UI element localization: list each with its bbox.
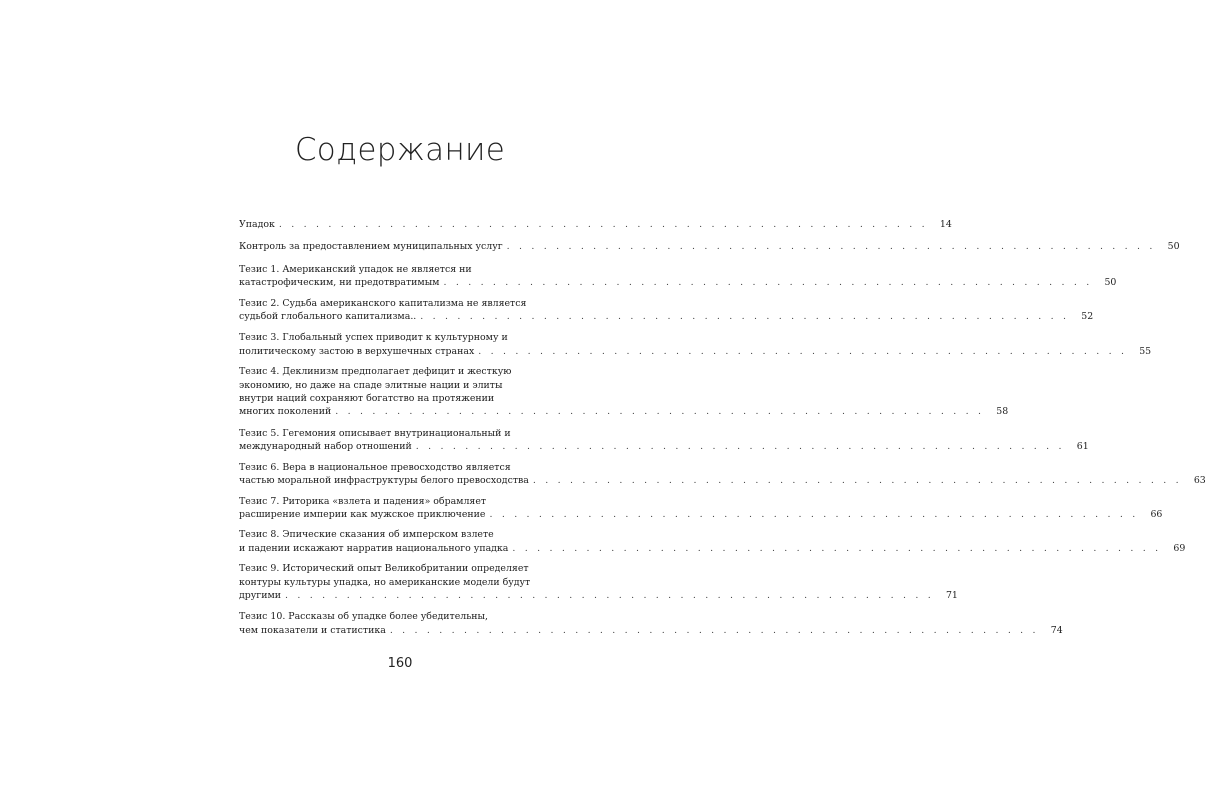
toc-entry[interactable] — [239, 610, 1063, 637]
toc-entry-text: судьбой глобального капитализма.. — [239, 311, 417, 323]
toc-entry-line — [239, 461, 562, 474]
toc-entry-text: Тезис 10. Рассказы об упадке более убедительны, — [239, 611, 489, 623]
toc-entry-line — [239, 379, 562, 392]
toc-entry-line — [239, 542, 1186, 555]
table-of-contents — [239, 210, 1206, 637]
page-title: Содержание — [294, 132, 506, 168]
toc-entry-text: Тезис 4. Деклинизм предполагает дефицит и жесткую — [239, 366, 512, 378]
toc-entry-text: и падении искажают нарратив национального упадка — [239, 542, 509, 554]
toc-entry-text: катастрофическим, ни предотвратимым — [239, 277, 440, 289]
dot-leader: . . . . . . . . . . . . . . . . . . . . . . . . . . . . . . . . . . . . . . . . . . . . . . . . . . . . . — [506, 241, 1156, 253]
toc-entry-line — [239, 263, 562, 276]
toc-entry-text: Тезис 8. Эпические сказания об имперском взлете — [239, 529, 494, 541]
toc-entry-line — [239, 392, 562, 405]
toc-entry-text: другими — [239, 589, 281, 601]
toc-entry-line — [239, 297, 562, 310]
toc-page-number: 50 — [1167, 241, 1180, 253]
toc-entry-line — [239, 610, 562, 623]
toc-page-number: 71 — [945, 589, 958, 601]
dot-leader: . . . . . . . . . . . . . . . . . . . . . . . . . . . . . . . . . . . . . . . . . . . . . . . . . . . . . — [512, 542, 1162, 554]
toc-entry-line — [239, 310, 1094, 323]
page-number: 160 — [387, 656, 413, 671]
toc-entry-text: чем показатели и статистика — [239, 624, 386, 636]
toc-entry-text: расширение империи как мужское приключение — [239, 508, 486, 520]
toc-entry-text: Тезис 5. Гегемония описывает внутринациональный и — [239, 427, 511, 439]
toc-entry-text: экономию, но даже на спаде элитные нации и элиты — [239, 379, 503, 391]
toc-entry-text: Упадок — [239, 219, 275, 230]
toc-entry-line — [239, 427, 562, 440]
toc-entry-line — [239, 240, 1180, 253]
toc-entry-line — [239, 345, 1152, 358]
toc-entry-line — [239, 405, 1009, 418]
toc-entry-text: Тезис 2. Судьба американского капитализма не является — [239, 297, 527, 309]
toc-page-number: 66 — [1150, 508, 1163, 520]
dot-leader: . . . . . . . . . . . . . . . . . . . . . . . . . . . . . . . . . . . . . . . . . . . . . . . . . . . . . — [278, 219, 928, 230]
dot-leader: . . . . . . . . . . . . . . . . . . . . . . . . . . . . . . . . . . . . . . . . . . . . . . . . . . . . . — [532, 475, 1182, 487]
toc-entry-text: внутри наций сохраняют богатство на протяжении — [239, 393, 495, 405]
dot-leader: . . . . . . . . . . . . . . . . . . . . . . . . . . . . . . . . . . . . . . . . . . . . . . . . . . . . . — [285, 589, 934, 601]
toc-entry-text: Контроль за предоставлением муниципальных услуг — [239, 241, 503, 253]
toc-entry[interactable] — [239, 528, 1186, 555]
toc-entry[interactable] — [239, 427, 1089, 454]
toc-entry-line — [239, 624, 1063, 637]
toc-entry[interactable] — [239, 461, 1206, 488]
toc-entry-text: политическому застою в верхушечных странах — [239, 345, 475, 357]
toc-page-number: 69 — [1173, 542, 1186, 554]
toc-entry-line — [239, 331, 562, 344]
toc-entry-text: международный набор отношений — [239, 441, 412, 453]
toc-page-number: 63 — [1193, 475, 1206, 487]
dot-leader: . . . . . . . . . . . . . . . . . . . . . . . . . . . . . . . . . . . . . . . . . . . . . . . . . . . . . — [415, 441, 1065, 453]
toc-entry-line — [239, 218, 952, 231]
toc-entry-line — [239, 528, 562, 541]
toc-entry-text: многих поколений — [239, 406, 332, 418]
toc-entry-text: Тезис 7. Риторика «взлета и падения» обрамляет — [239, 495, 487, 507]
toc-entry[interactable] — [239, 331, 1152, 358]
toc-entry-text: Тезис 9. Исторический опыт Великобритании определяет — [239, 563, 529, 575]
toc-page-number: 61 — [1076, 441, 1089, 453]
toc-entry[interactable] — [239, 263, 1117, 290]
toc-entry[interactable] — [239, 240, 1180, 253]
toc-page-number: 52 — [1081, 311, 1094, 323]
toc-entry-line — [239, 276, 1117, 289]
toc-page-number: 74 — [1050, 624, 1063, 636]
dot-leader: . . . . . . . . . . . . . . . . . . . . . . . . . . . . . . . . . . . . . . . . . . . . . . . . . . . . . — [443, 277, 1093, 289]
toc-entry-text: Тезис 6. Вера в национальное превосходство является — [239, 461, 511, 473]
toc-entry-line — [239, 508, 1163, 521]
dot-leader: . . . . . . . . . . . . . . . . . . . . . . . . . . . . . . . . . . . . . . . . . . . . . . . . . . . . . — [420, 311, 1070, 323]
dot-leader: . . . . . . . . . . . . . . . . . . . . . . . . . . . . . . . . . . . . . . . . . . . . . . . . . . . . . — [478, 345, 1128, 357]
dot-leader: . . . . . . . . . . . . . . . . . . . . . . . . . . . . . . . . . . . . . . . . . . . . . . . . . . . . . — [389, 624, 1039, 636]
toc-page-number: 50 — [1104, 277, 1117, 289]
dot-leader: . . . . . . . . . . . . . . . . . . . . . . . . . . . . . . . . . . . . . . . . . . . . . . . . . . . . . — [335, 406, 985, 418]
toc-entry[interactable] — [239, 562, 958, 602]
toc-entry[interactable] — [239, 297, 1094, 324]
toc-entry-line — [239, 474, 1206, 487]
toc-entry-text: Тезис 1. Американский упадок не является ни — [239, 263, 472, 275]
toc-entry-line — [239, 576, 562, 589]
toc-entry-text: частью моральной инфраструктуры белого превосходства — [239, 475, 529, 487]
toc-entry[interactable] — [239, 365, 1009, 419]
toc-entry-line — [239, 589, 958, 602]
toc-entry-line — [239, 440, 1089, 453]
toc-entry[interactable] — [239, 495, 1163, 522]
toc-entry-line — [239, 365, 562, 378]
toc-entry[interactable] — [239, 218, 952, 231]
dot-leader: . . . . . . . . . . . . . . . . . . . . . . . . . . . . . . . . . . . . . . . . . . . . . . . . . . . . . — [489, 508, 1139, 520]
toc-entry-text: Тезис 3. Глобальный успех приводит к культурному и — [239, 332, 508, 344]
toc-page-number: 58 — [996, 406, 1009, 418]
toc-entry-line — [239, 562, 562, 575]
toc-entry-line — [239, 495, 562, 508]
toc-entry-text: контуры культуры упадка, но американские модели будут — [239, 576, 531, 588]
toc-page-number: 55 — [1139, 345, 1152, 357]
toc-page-number: 14 — [939, 219, 952, 230]
